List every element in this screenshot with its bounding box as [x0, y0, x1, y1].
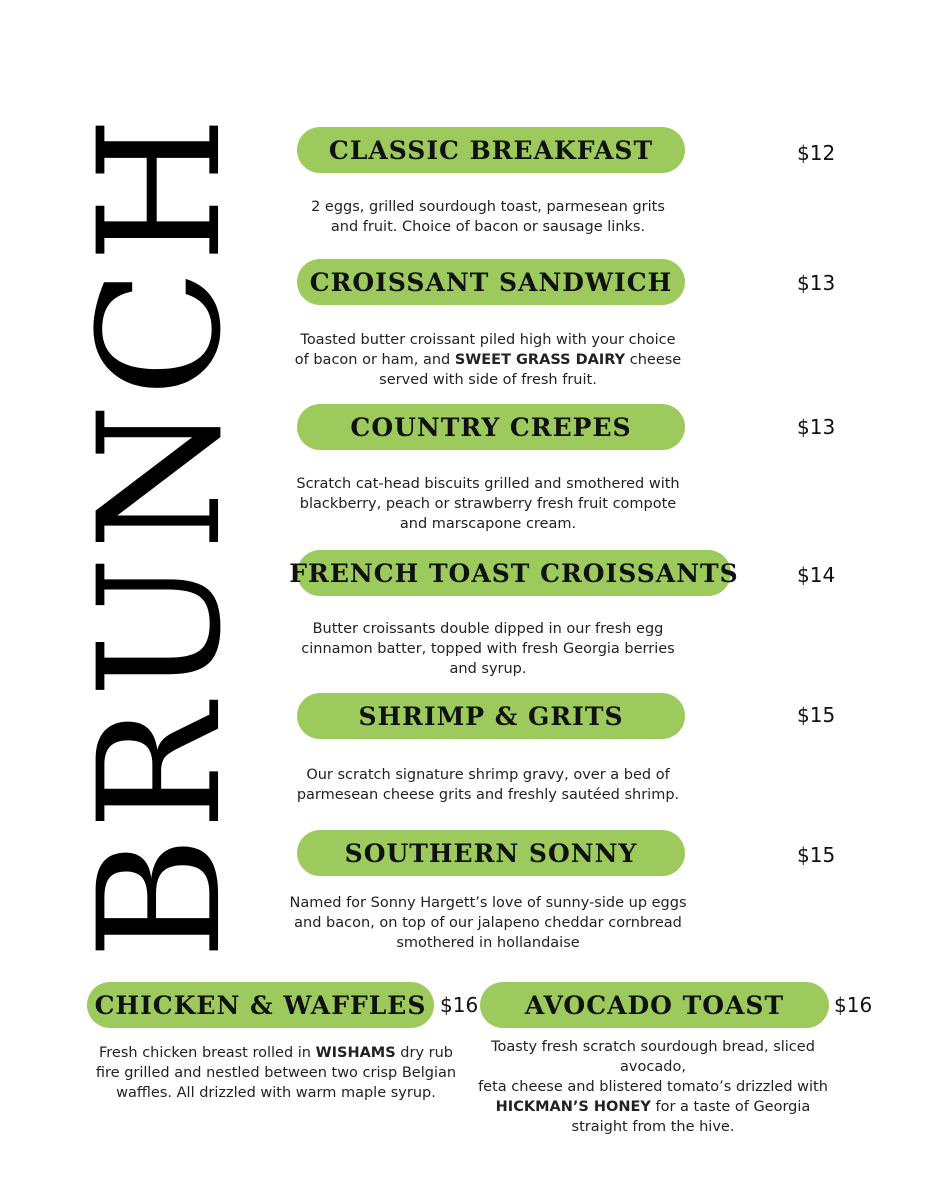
desc-line: Toasty fresh scratch sourdough bread, sliced avocado, [491, 1039, 815, 1075]
item-price-chicken-waffles: $16 [440, 993, 479, 1017]
item-price-country-crepes: $13 [797, 415, 836, 439]
item-price-avocado-toast: $16 [834, 993, 873, 1017]
item-name-chicken-waffles: CHICKEN & WAFFLES [87, 982, 434, 1028]
item-desc-french-toast-croissants [280, 619, 696, 679]
desc-line: 2 eggs, grilled sourdough toast, parmesean grits [311, 199, 665, 215]
desc-line: feta cheese and blistered tomato’s drizzled with [478, 1079, 828, 1095]
desc-line: Butter croissants double dipped in our fresh egg [312, 621, 664, 637]
item-price-classic-breakfast: $12 [797, 141, 836, 165]
desc-line: cinnamon batter, topped with fresh Georgia berries [301, 641, 675, 657]
desc-line: smothered in hollandaise [396, 935, 580, 951]
item-name-french-toast-croissants: FRENCH TOAST CROISSANTS [297, 550, 731, 596]
item-price-french-toast-croissants: $14 [797, 563, 836, 587]
desc-line: HICKMAN’S HONEY for a taste of Georgia [495, 1099, 811, 1115]
item-name-shrimp-grits: SHRIMP & GRITS [297, 693, 685, 739]
desc-line: Fresh chicken breast rolled in WISHAMS dry rub [99, 1045, 453, 1061]
desc-line: Toasted butter croissant piled high with your choice [300, 332, 676, 348]
desc-line: and marscapone cream. [399, 516, 577, 532]
desc-line: waffles. All drizzled with warm maple syrup. [116, 1085, 436, 1101]
desc-line: served with side of fresh fruit. [379, 372, 597, 388]
desc-line: and syrup. [449, 661, 527, 677]
item-price-southern-sonny: $15 [797, 843, 836, 867]
item-desc-classic-breakfast [290, 197, 686, 237]
item-desc-country-crepes [280, 474, 696, 534]
item-desc-avocado-toast [466, 1037, 840, 1137]
desc-line: fire grilled and nestled between two crisp Belgian [95, 1065, 457, 1081]
item-name-southern-sonny: SOUTHERN SONNY [297, 830, 685, 876]
desc-line: Scratch cat-head biscuits grilled and smothered with [296, 476, 680, 492]
item-name-country-crepes: COUNTRY CREPES [297, 404, 685, 450]
item-name-croissant-sandwich: CROISSANT SANDWICH [297, 259, 685, 305]
desc-line: and bacon, on top of our jalapeno cheddar cornbread [294, 915, 682, 931]
brunch-side-title: BRUNCH [62, 109, 259, 960]
item-name-classic-breakfast: CLASSIC BREAKFAST [297, 127, 685, 173]
brunch-side-title-wrap [62, 109, 259, 960]
desc-line: Our scratch signature shrimp gravy, over a bed of [306, 767, 670, 783]
item-price-shrimp-grits: $15 [797, 703, 836, 727]
item-name-avocado-toast: AVOCADO TOAST [480, 982, 829, 1028]
desc-line: blackberry, peach or strawberry fresh fruit compote [299, 496, 677, 512]
desc-line: and fruit. Choice of bacon or sausage links. [330, 219, 646, 235]
item-desc-croissant-sandwich [280, 330, 696, 390]
item-desc-chicken-waffles [78, 1043, 474, 1103]
item-desc-shrimp-grits [280, 765, 696, 805]
desc-line: of bacon or ham, and SWEET GRASS DAIRY cheese [294, 352, 682, 368]
item-price-croissant-sandwich: $13 [797, 271, 836, 295]
desc-line: Named for Sonny Hargett’s love of sunny-side up eggs [289, 895, 687, 911]
item-desc-southern-sonny [280, 893, 696, 953]
desc-line: straight from the hive. [571, 1119, 735, 1135]
desc-line: parmesean cheese grits and freshly sautéed shrimp. [296, 787, 680, 803]
